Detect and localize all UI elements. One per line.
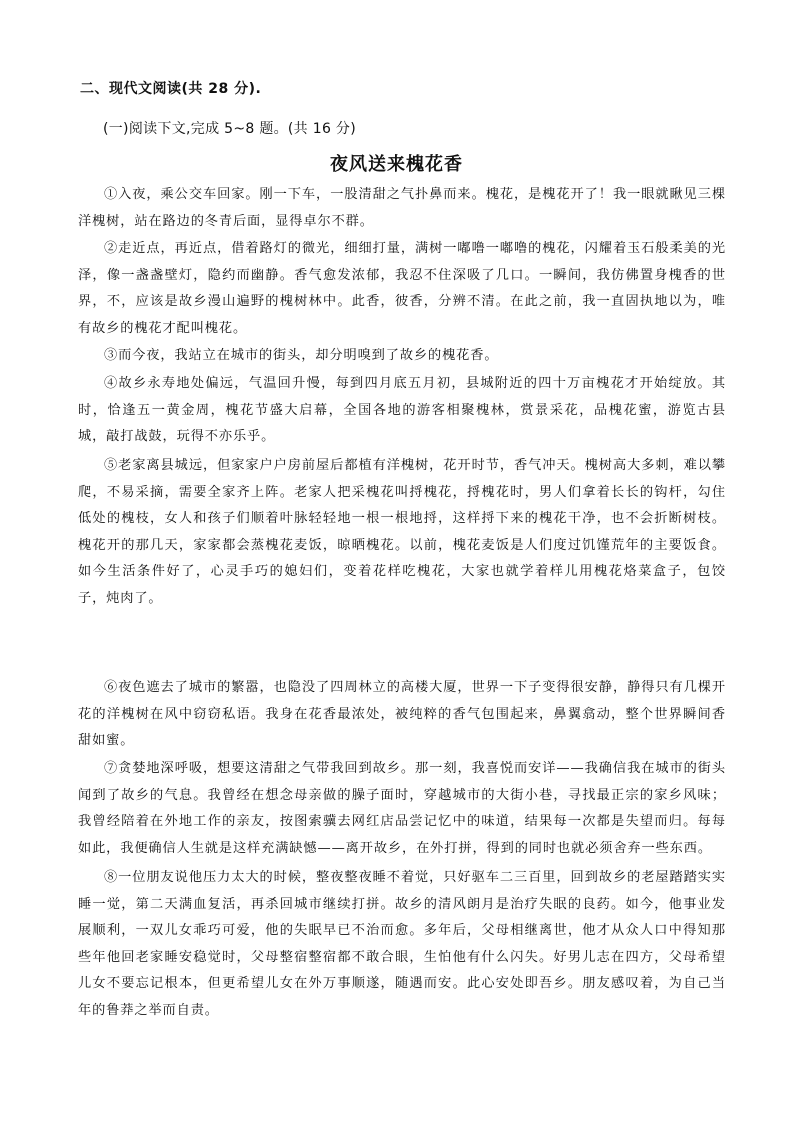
reading-instructions: (一)阅读下文,完成 5~8 题。(共 16 分) (103, 121, 356, 137)
paragraph-7: ⑦贪婪地深呼吸，想要这清甜之气带我回到故乡。那一刻，我喜悦而安详——我确信我在城市的街头闻到了故乡的气息。我曾经在想念母亲做的臊子面时，穿越城市的大街小巷，寻找最正宗的家乡风味；我曾经陪着在外地工作的亲友，按图索骥去网红店品尝记忆中的味道，结果每一次都是失望而归。每每如此，我便确信人生就是这样充满缺憾——离开故乡，在外打拼，得到的同时也就必须舍弃一些东西。 (78, 761, 726, 856)
paragraph-8: ⑧一位朋友说他压力太大的时候，整夜整夜睡不着觉，只好驱车二三百里，回到故乡的老屋踏踏实实睡一觉，第二天满血复活，再杀回城市继续打拼。故乡的清风朗月是治疗失眠的良药。如今，他事业发展顺利，一双儿女乖巧可爱，他的失眠早已不治而愈。多年后，父母相继离世，他才从众人口中得知那些年他回老家睡安稳觉时，父母整宿整宿都不敢合眼，生怕他有什么闪失。好男儿志在四方，父母希望儿女不要忘记根本，但更希望儿女在外万事顺遂，随遇而安。此心安处即吾乡。朋友感叹着，为自己当年的鲁莽之举而自责。 (78, 870, 726, 1018)
section-heading: 二、现代文阅读(共 28 分). (80, 81, 262, 97)
paragraph-5: ⑤老家离县城远，但家家户户房前屋后都植有洋槐树，花开时节，香气冲天。槐树高大多刺，难以攀爬，不易采摘，需要全家齐上阵。老家人把采槐花叫捋槐花，捋槐花时，男人们拿着长长的钩杆，勾住低处的槐枝，女人和孩子们顺着叶脉轻轻地一根一根地捋，这样捋下来的槐花干净，也不会折断树枝。槐花开的那几天，家家都会蒸槐花麦饭，晾晒槐花。以前，槐花麦饭是人们度过饥馑荒年的主要饭食。如今生活条件好了，心灵手巧的媳妇们，变着花样吃槐花，大家也就学着样儿用槐花烙菜盒子，包饺子，炖肉了。 (78, 458, 726, 606)
paragraph-3: ③而今夜，我站立在城市的街头，却分明嗅到了故乡的槐花香。 (104, 348, 499, 363)
article-title: 夜风送来槐花香 (330, 154, 463, 175)
paragraph-2: ②走近点，再近点，借着路灯的微光，细细打量，满树一嘟噜一嘟噜的槐花，闪耀着玉石般柔美的光泽，像一盏盏壁灯，隐约而幽静。香气愈发浓郁，我忍不住深吸了几口。一瞬间，我仿佛置身槐香的世界，不，应该是故乡漫山遍野的槐树林中。此香，彼香，分辨不清。在此之前，我一直固执地以为，唯有故乡的槐花才配叫槐花。 (78, 241, 726, 336)
paragraph-6: ⑥夜色遮去了城市的繁嚣，也隐没了四周林立的高楼大厦，世界一下子变得很安静，静得只有几棵开花的洋槐树在风中窃窃私语。我身在花香最浓处，被纯粹的香气包围起来，鼻翼翕动，整个世界瞬间香甜如蜜。 (78, 680, 726, 748)
paragraph-1: ①入夜，乘公交车回家。刚一下车，一股清甜之气扑鼻而来。槐花，是槐花开了！我一眼就瞅见三棵洋槐树，站在路边的冬青后面，显得卓尔不群。 (78, 187, 726, 229)
paragraph-4: ④故乡永寿地处偏远，气温回升慢，每到四月底五月初，县城附近的四十万亩槐花才开始绽放。其时，恰逢五一黄金周，槐花节盛大启幕，全国各地的游客相聚槐林，赏景采花，品槐花蜜，游览古县城，敲打战鼓，玩得不亦乐乎。 (78, 376, 726, 444)
